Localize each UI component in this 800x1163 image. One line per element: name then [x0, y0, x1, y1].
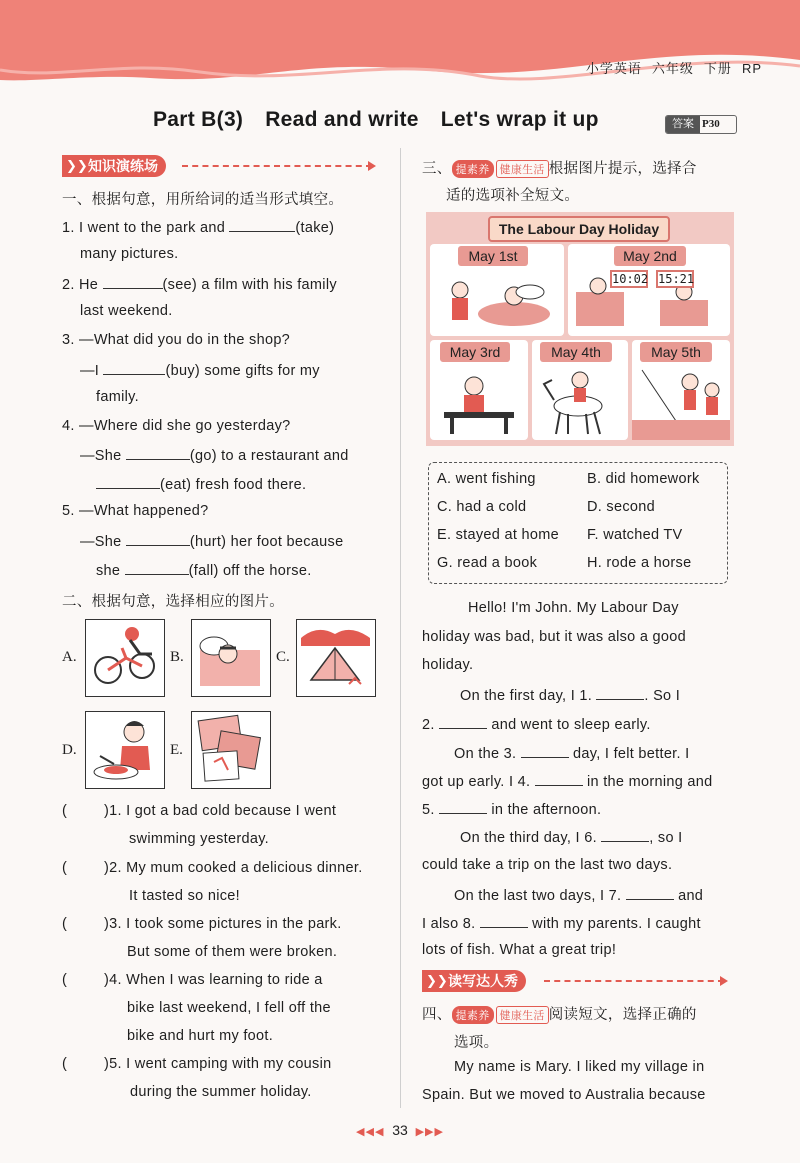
blank[interactable] — [601, 828, 649, 842]
q2-item-1-cont: swimming yesterday. — [129, 831, 269, 847]
series-info — [576, 58, 762, 77]
q1-item-5-answer: —She (hurt) her foot because — [80, 534, 344, 550]
q1-heading: 一、根据句意，用所给词的适当形式填空。 — [62, 192, 344, 208]
picture-a-bike-fall[interactable] — [85, 619, 165, 697]
q2-item-5-cont: during the summer holiday. — [130, 1084, 312, 1100]
q1-item-5: 5. —What happened? — [62, 503, 209, 519]
answer-badge — [665, 115, 737, 134]
img-label-e: E. — [170, 742, 183, 758]
title-part: Part B(3) — [153, 108, 244, 131]
q1-item-2-cont: last weekend. — [80, 303, 173, 319]
img-label-c: C. — [276, 649, 290, 665]
day-may-3rd: May 3rd — [440, 342, 510, 362]
passage-line: 5. in the afternoon. — [422, 802, 602, 818]
answer-page: P30 — [702, 118, 720, 130]
blank[interactable] — [103, 361, 165, 375]
options-box — [428, 462, 728, 584]
passage-line: 2. and went to sleep early. — [422, 717, 651, 733]
picture-e-broken-photos[interactable] — [191, 711, 271, 789]
blank[interactable] — [596, 686, 644, 700]
option-e: E. stayed at home — [437, 527, 559, 543]
q1-item-3-answer: —I (buy) some gifts for my — [80, 363, 320, 379]
q1-item-4-answer: —She (go) to a restaurant and — [80, 448, 349, 464]
q1-item-4-cont: (eat) fresh food there. — [96, 475, 306, 493]
picture-b-sick-in-bed[interactable] — [191, 619, 271, 697]
q1-item-1: 1. I went to the park and (take) — [62, 220, 335, 236]
answer-paren[interactable]: ( — [62, 1056, 68, 1072]
option-d: D. second — [587, 499, 655, 515]
q4-heading: 四、 提素养 健康生活 阅读短文，选择正确的 — [422, 1007, 697, 1023]
blank[interactable] — [439, 715, 487, 729]
q2-item-2-cont: It tasted so nice! — [129, 888, 240, 904]
tag-healthy-life: 健康生活 — [496, 1006, 549, 1024]
day-may-1st: May 1st — [458, 246, 528, 266]
q2-item-3-cont: But some of them were broken. — [127, 944, 338, 960]
answer-paren[interactable]: ( — [62, 916, 68, 932]
q1-item-1-cont: many pictures. — [80, 246, 179, 262]
img-label-d: D. — [62, 742, 77, 758]
q4-passage-line: Spain. But we moved to Australia because — [422, 1087, 706, 1103]
option-f: F. watched TV — [587, 527, 683, 543]
series-grade: 六年级 — [651, 61, 694, 76]
q1-item-2: 2. He (see) a film with his family — [62, 277, 337, 293]
holiday-illustration — [426, 212, 734, 446]
q2-item-4: )4. When I was learning to ride a — [104, 972, 323, 988]
blank[interactable] — [126, 446, 190, 460]
blank[interactable] — [96, 475, 160, 489]
q2-item-4-cont: bike last weekend, I fell off the — [127, 1000, 331, 1016]
blank[interactable] — [535, 772, 583, 786]
q3-heading: 三、 提素养 健康生活 根据图片提示，选择合 — [422, 161, 697, 177]
section-heading-practice: ❯❯ 知识演练场 — [62, 155, 382, 177]
blank[interactable] — [480, 914, 528, 928]
blank[interactable] — [439, 800, 487, 814]
blank[interactable] — [229, 218, 295, 232]
q3-heading-cont: 适的选项补全短文。 — [446, 188, 580, 204]
img-label-b: B. — [170, 649, 184, 665]
passage-line: On the last two days, I 7. and — [454, 888, 704, 904]
option-h: H. rode a horse — [587, 555, 692, 571]
clock-1: 10:02 — [612, 272, 649, 286]
title-wrap: Let's wrap it up — [440, 108, 599, 131]
chevron-icon: ❯❯ — [66, 158, 88, 173]
q2-item-5: )5. I went camping with my cousin — [104, 1056, 332, 1072]
passage-line: holiday was bad, but it was also a good — [422, 629, 686, 645]
blank[interactable] — [126, 532, 190, 546]
clock-2: 15:21 — [658, 272, 695, 286]
q2-item-4-cont2: bike and hurt my foot. — [127, 1028, 274, 1044]
q4-passage-line: My name is Mary. I liked my village in — [454, 1059, 705, 1075]
section-heading-reading: ❯❯ 读写达人秀 — [422, 970, 734, 992]
tag-healthy-life: 健康生活 — [496, 160, 549, 178]
series-volume: 下册 — [703, 61, 732, 76]
day-may-4th: May 4th — [540, 342, 612, 362]
answer-paren[interactable]: ( — [62, 972, 68, 988]
q1-item-5-cont: she (fall) off the horse. — [96, 563, 312, 579]
option-b: B. did homework — [587, 471, 700, 487]
option-a: A. went fishing — [437, 471, 536, 487]
blank[interactable] — [521, 744, 569, 758]
series-subject: 小学英语 — [585, 61, 642, 76]
q1-item-3-cont: family. — [96, 389, 139, 405]
holiday-title: The Labour Day Holiday — [488, 216, 670, 242]
column-divider — [400, 148, 401, 1108]
passage-line: On the first day, I 1. . So I — [460, 688, 681, 704]
q1-item-4: 4. —Where did she go yesterday? — [62, 418, 291, 434]
title-read: Read and write — [265, 108, 419, 131]
answer-paren[interactable]: ( — [62, 860, 68, 876]
passage-line: could take a trip on the last two days. — [422, 857, 673, 873]
page-number: ◀◀◀ 33 ▶▶▶ — [356, 1122, 444, 1138]
q2-item-3: )3. I took some pictures in the park. — [104, 916, 342, 932]
chevron-icon: ❯❯ — [426, 973, 448, 988]
blank[interactable] — [626, 886, 674, 900]
passage-line: Hello! I'm John. My Labour Day — [468, 600, 679, 616]
picture-c-camping[interactable] — [296, 619, 376, 697]
day-may-5th: May 5th — [640, 342, 712, 362]
tag-literacy: 提素养 — [452, 1006, 494, 1024]
q2-item-1: )1. I got a bad cold because I went — [104, 803, 337, 819]
passage-line: I also 8. with my parents. I caught — [422, 916, 701, 932]
series-edition: RP — [741, 61, 762, 76]
img-label-a: A. — [62, 649, 77, 665]
passage-line: holiday. — [422, 657, 474, 673]
answer-paren[interactable]: ( — [62, 803, 68, 819]
day-may-2nd: May 2nd — [614, 246, 686, 266]
passage-line: On the third day, I 6. , so I — [460, 830, 683, 846]
answer-label: 答案 — [666, 116, 700, 133]
q1-item-3: 3. —What did you do in the shop? — [62, 332, 291, 348]
page-title — [153, 108, 621, 132]
passage-line: got up early. I 4. in the morning and — [422, 774, 713, 790]
blank[interactable] — [125, 561, 189, 575]
right-arrows-icon: ▶▶▶ — [415, 1126, 444, 1138]
option-c: C. had a cold — [437, 499, 527, 515]
blank[interactable] — [103, 275, 163, 289]
q2-item-2: )2. My mum cooked a delicious dinner. — [104, 860, 363, 876]
option-g: G. read a book — [437, 555, 538, 571]
left-arrows-icon: ◀◀◀ — [356, 1126, 385, 1138]
q4-heading-cont: 选项。 — [454, 1035, 499, 1051]
picture-d-dinner[interactable] — [85, 711, 165, 789]
tag-literacy: 提素养 — [452, 160, 494, 178]
passage-line: lots of fish. What a great trip! — [422, 942, 617, 958]
passage-line: On the 3. day, I felt better. I — [454, 746, 690, 762]
q2-heading: 二、根据句意，选择相应的图片。 — [62, 594, 284, 610]
